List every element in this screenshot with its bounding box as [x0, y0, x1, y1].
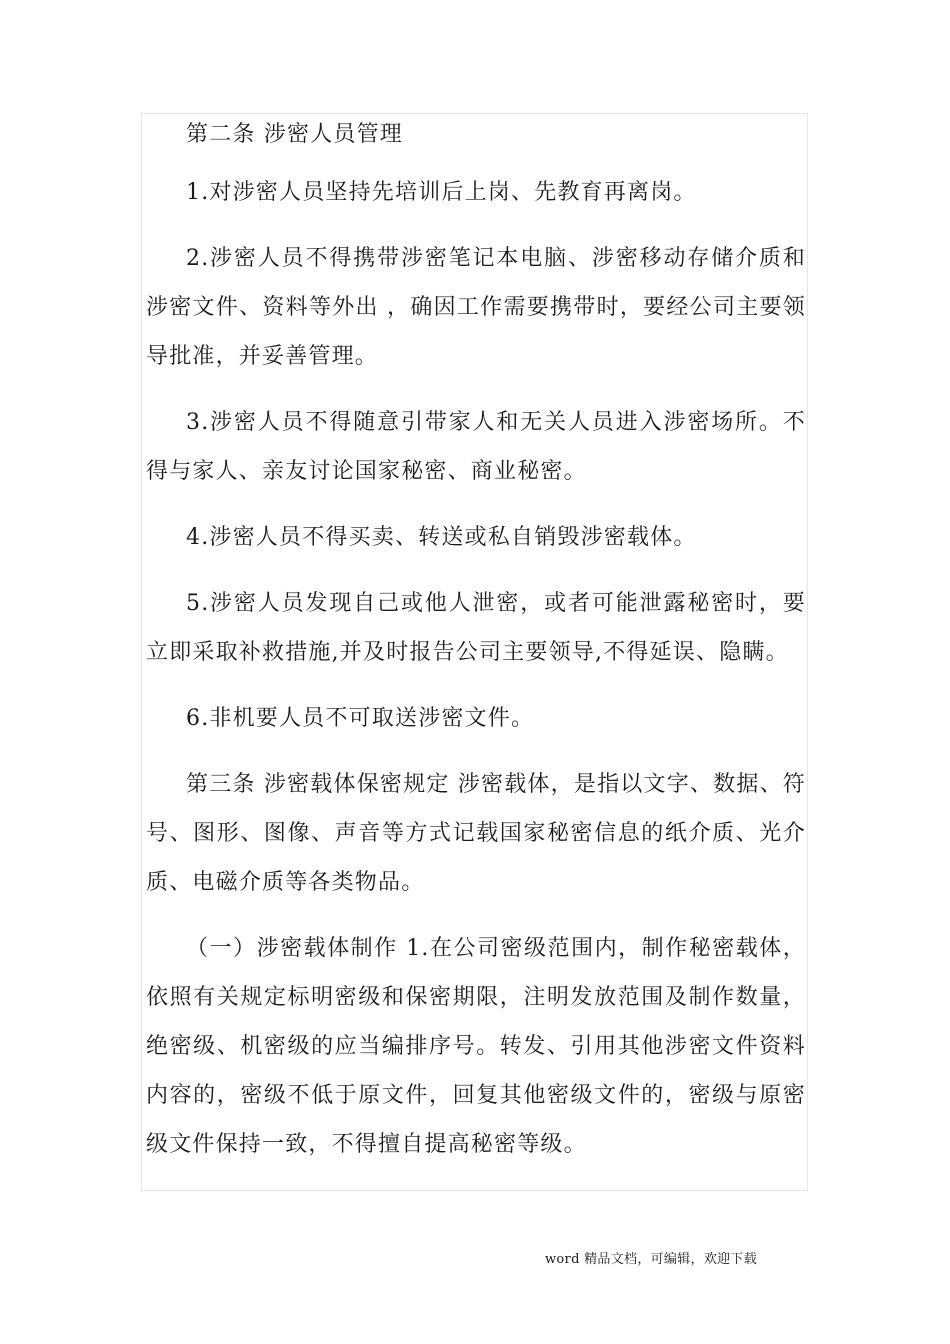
article-2-item-1: 1.对涉密人员坚持先培训后上岗、先教育再离岗。	[186, 180, 697, 205]
article-2-item-3: 3.涉密人员不得随意引带家人和无关人员进入涉密场所。不得与家人、亲友讨论国家秘密、商业秘密。	[146, 410, 806, 484]
article-2-heading: 第二条 涉密人员管理	[186, 122, 403, 147]
document-body	[146, 110, 806, 1186]
footer-note: word 精品文档，可编辑，欢迎下载	[545, 1252, 758, 1267]
article-2-item-5: 5.涉密人员发现自己或他人泄密，或者可能泄露秘密时，要立即采取补救措施,并及时报告公司主要领导,不得延误、隐瞒。	[146, 591, 806, 665]
article-3-paragraph: 第三条 涉密载体保密规定 涉密载体，是指以文字、数据、符号、图形、图像、声音等方式记载国家秘密信息的纸介质、光介质、电磁介质等各类物品。	[146, 772, 806, 895]
carrier-production-paragraph: （一）涉密载体制作 1.在公司密级范围内，制作秘密载体，依照有关规定标明密级和保密期限，注明发放范围及制作数量，绝密级、机密级的应当编排序号。转发、引用其他涉密文件资料内容的，密级不低于原文件，回复其他密级文件的，密级与原密级文件保持一致，不得擅自提高秘密等级。	[146, 936, 806, 1157]
article-2-item-6: 6.非机要人员不可取送涉密文件。	[186, 706, 535, 731]
article-2-item-4: 4.涉密人员不得买卖、转送或私自销毁涉密载体。	[186, 525, 697, 550]
article-2-item-2: 2.涉密人员不得携带涉密笔记本电脑、涉密移动存储介质和涉密文件、资料等外出 ，确因工作需要携带时，要经公司主要领导批准，并妥善管理。	[146, 246, 806, 369]
